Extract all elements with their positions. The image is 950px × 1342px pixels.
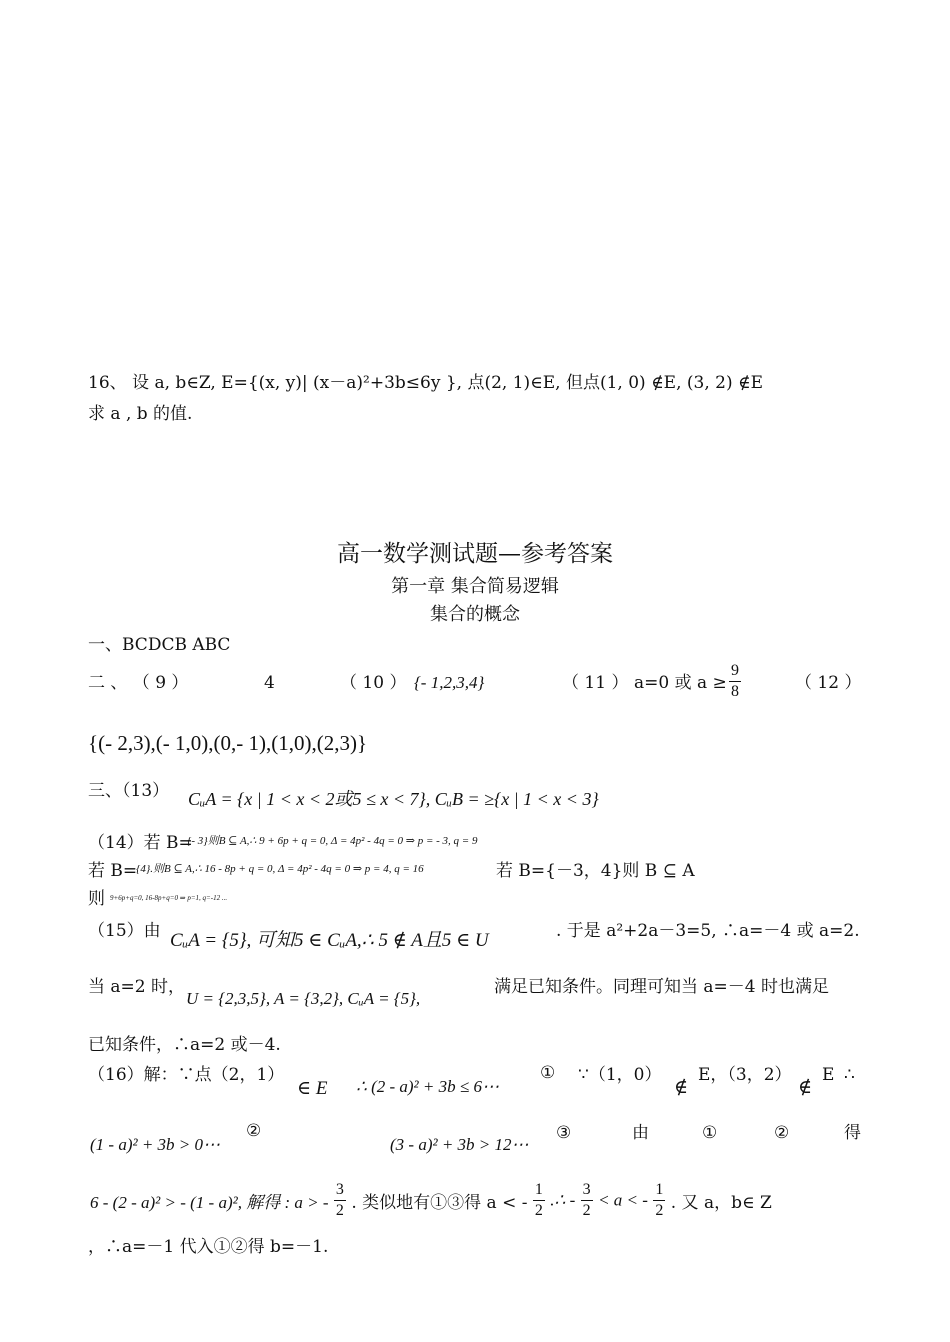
- q14-line2-math: {4}.则B ⊆ A,∴ 16 - 8p + q = 0, Δ = 4p² - 4q = 0 ⇒ p = 4, q = 16: [136, 863, 424, 875]
- q16-sol-de: 得: [844, 1123, 861, 1143]
- answer-10: {- 1,2,3,4}: [414, 673, 485, 692]
- q16-sol-therefore: ∴: [844, 1065, 855, 1085]
- fraction-numerator: 3: [581, 1180, 593, 1201]
- fraction-numerator: 1: [533, 1180, 545, 1201]
- q16-line2: 求 a , b 的值.: [88, 404, 193, 424]
- part1-answers: 一、BCDCB ABC: [88, 635, 231, 655]
- q16-sol-line4: ，∴a=－1 代入①②得 b=－1.: [88, 1237, 329, 1257]
- q16-sol-line3: [90, 1180, 772, 1221]
- fraction-denominator: 2: [582, 1202, 591, 1219]
- q16-sol-line1-prefix: （16）解：∵点（2，1）: [88, 1065, 285, 1085]
- q16-sol-line1-e2: E: [822, 1065, 835, 1085]
- q16-sol-in-e: ∈ E: [297, 1078, 328, 1099]
- q16-sol-you: 由: [632, 1123, 649, 1143]
- page-title: 高一数学测试题—参考答案: [337, 541, 613, 567]
- fraction-denominator: 2: [534, 1202, 543, 1219]
- fraction-denominator: 2: [655, 1202, 664, 1219]
- answer-11-text: a=0 或 a ≥: [634, 673, 727, 693]
- q16-sol-notin-2: ∉: [798, 1076, 813, 1098]
- q16-sol-ref-1: ①: [702, 1123, 718, 1143]
- section-title: 集合的概念: [430, 604, 520, 625]
- q16-sol-line3-a: 6 - (2 - a)² > - (1 - a)², 解得 : a > -: [90, 1193, 329, 1212]
- q16-sol-line1-e1: E，（3，2）: [698, 1065, 792, 1085]
- answer-9: 4: [264, 673, 275, 693]
- q15-line2-prefix: 当 a=2 时，: [88, 977, 186, 997]
- q14-line3-prefix: 则: [88, 889, 105, 909]
- label-10: （ 10 ）: [340, 673, 407, 693]
- q14-line2-prefix: 若 B=: [88, 861, 138, 881]
- q16-sol-circled-2: ②: [246, 1121, 262, 1141]
- answer-13: CᵤA = {x | 1 < x < 2或5 ≤ x < 7}, CᵤB = ≥{x | 1 < x < 3}: [188, 789, 599, 809]
- q16-sol-line1-mid: ∵（1，0）: [578, 1065, 662, 1085]
- label-11: （ 11 ）: [562, 673, 629, 693]
- answer-11-fraction: [729, 661, 741, 702]
- fraction-denominator: 2: [335, 1202, 344, 1219]
- label-12: （ 12 ）: [795, 673, 862, 693]
- part2-label: 二 、 （ 9 ）: [88, 673, 189, 693]
- fraction-denominator: 8: [731, 683, 739, 700]
- fraction-numerator: 3: [334, 1180, 346, 1201]
- fraction-numerator: 9: [729, 661, 741, 682]
- q16-sol-notin-1: ∉: [674, 1076, 689, 1098]
- answer-12: {(- 2,3),(- 1,0),(0,- 1),(1,0),(2,3)}: [88, 731, 368, 755]
- q16-sol-ref-2: ②: [774, 1123, 790, 1143]
- q16-sol-line3-e: . 又 a，b∈ Z: [670, 1193, 772, 1213]
- q15-line3: 已知条件，∴a=2 或－4.: [88, 1035, 281, 1055]
- q14-line1-math: {- 3}则B ⊆ A,∴ 9 + 6p + q = 0, Δ = 4p² - 4q = 0 ⇒ p = - 3, q = 9: [187, 835, 478, 847]
- q14-line1-prefix: （14）若 B=: [88, 833, 193, 853]
- fraction-numerator: 1: [653, 1180, 665, 1201]
- q14-line2-suffix: 若 B={－3，4}则 B ⊆ A: [496, 861, 695, 881]
- q15-line1-suffix: . 于是 a²+2a－3=5, ∴a=－4 或 a=2.: [556, 921, 860, 941]
- q16-sol-line2-math2: (3 - a)² + 3b > 12⋯: [390, 1135, 529, 1154]
- q15-line1-math: CᵤA = {5}, 可知5 ∈ CᵤA,∴ 5 ∉ A且5 ∈ U: [170, 930, 489, 951]
- chapter-title: 第一章 集合简易逻辑: [391, 576, 559, 597]
- part3-label: 三、（13）: [88, 781, 170, 801]
- q16-sol-line3-b: . 类似地有①③得 a < -: [351, 1193, 528, 1213]
- q14-line3-math: 9+6p+q=0, 16-8p+q=0 ⇒ p=1, q=-12 ...: [110, 894, 228, 902]
- q16-sol-circled-3: ③: [556, 1123, 572, 1143]
- q16-sol-line1-math: ∴ (2 - a)² + 3b ≤ 6⋯: [356, 1077, 499, 1096]
- q16-sol-line3-c: .∴ -: [550, 1190, 576, 1210]
- q15-line2-math: U = {2,3,5}, A = {3,2}, CᵤA = {5},: [186, 989, 421, 1008]
- q16-line1: 16、 设 a, b∈Z, E={(x, y)| (x－a)²+3b≤6y }, 点(2, 1)∈E, 但点(1, 0) ∉E, (3, 2) ∉E: [88, 373, 763, 393]
- q16-sol-circled-1: ①: [540, 1063, 556, 1083]
- q16-sol-line3-d: < a < -: [598, 1190, 648, 1210]
- q16-sol-line2-math1: (1 - a)² + 3b > 0⋯: [90, 1135, 221, 1154]
- q15-line2-suffix: 满足已知条件。同理可知当 a=－4 时也满足: [494, 977, 830, 997]
- q15-line1-prefix: （15）由: [88, 921, 161, 941]
